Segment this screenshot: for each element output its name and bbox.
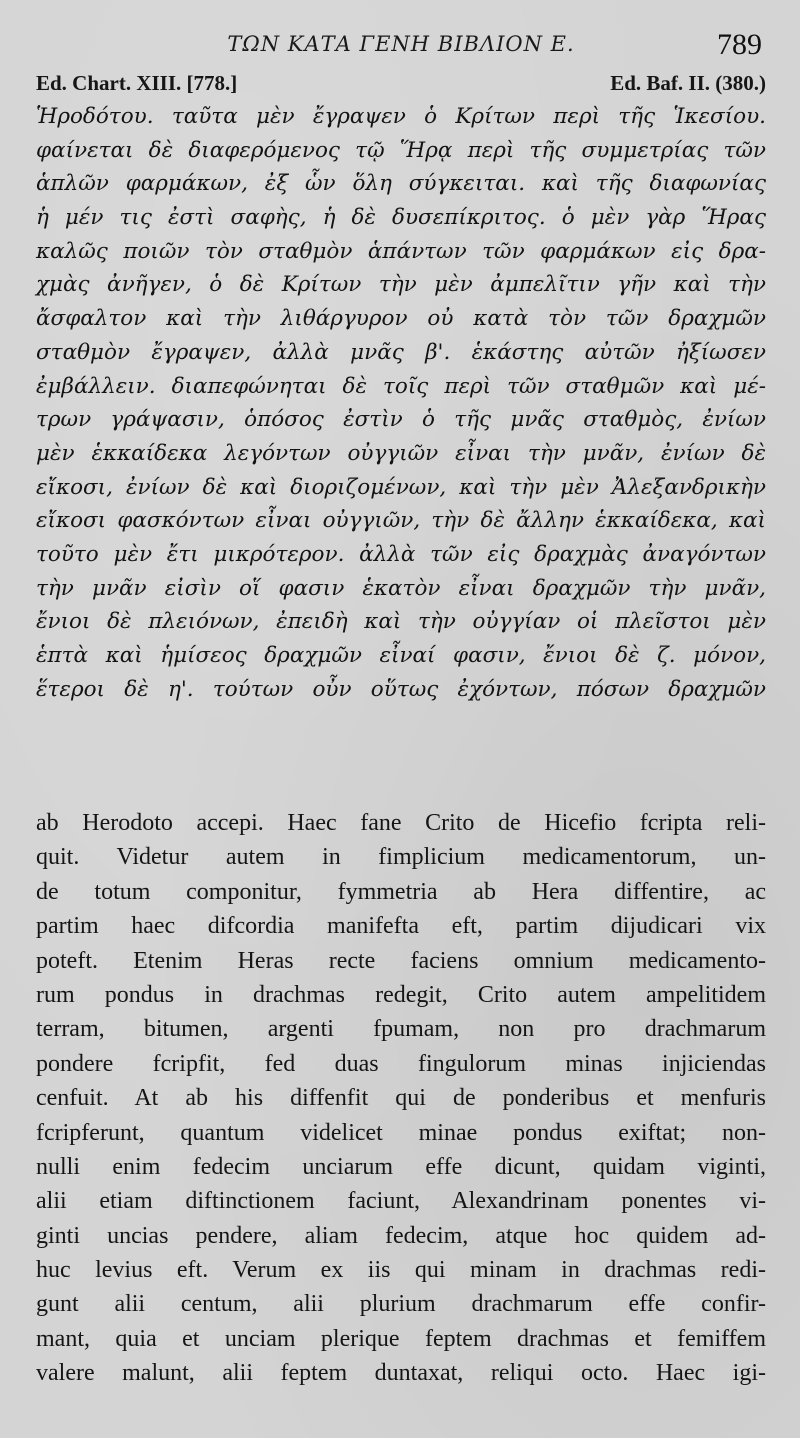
greek-text-line: εἴκοσι φασκόντων εἶναι οὐγγιῶν, τὴν δὲ ἄλλην ἑκκαίδεκα, καὶ [36, 508, 766, 534]
latin-text-line: nulli enim fedecim unciarum effe dicunt, quidam viginti, [36, 1153, 766, 1180]
greek-text-line: ἐμβάλλειν. διαπεφώνηται δὲ τοῖς περὶ τῶν σταθμῶν καὶ μέ- [36, 373, 766, 399]
running-title: ΤΩΝ ΚΑΤΑ ΓΕΝΗ ΒΙΒΛΙΟΝ Ε. [227, 32, 575, 56]
latin-text-line: mant, quia et unciam plerique feptem drachmas et femiffem [36, 1325, 766, 1352]
greek-text-line: καλῶς ποιῶν τὸν σταθμὸν ἁπάντων τῶν φαρμάκων εἰς δρα- [36, 238, 766, 264]
latin-text-line: pondere fcripfit, fed duas fingulorum minas injiciendas [36, 1050, 766, 1077]
greek-text-line: ἔνιοι δὲ πλειόνων, ἐπειδὴ καὶ τὴν οὐγγίαν οἱ πλεῖστοι μὲν [36, 609, 766, 635]
latin-text-line: gunt alii centum, alii plurium drachmarum effe confir- [36, 1291, 766, 1318]
page-number: 789 [717, 28, 762, 61]
running-head [36, 28, 766, 68]
edition-references [36, 68, 766, 98]
greek-text-line: τρων γράψασιν, ὁπόσος ἐστὶν ὁ τῆς μνᾶς σταθμὸς, ἐνίων [36, 407, 766, 433]
greek-text-line: Ἡροδότου. ταῦτα μὲν ἔγραψεν ὁ Κρίτων περὶ τῆς Ἱκεσίου. [36, 104, 766, 129]
greek-text-line: ἡ μέν τις ἐστὶ σαφὴς, ἡ δὲ δυσεπίκριτος. ὁ μὲν γὰρ Ἥρας [36, 205, 766, 231]
greek-text-line: τὴν μνᾶν εἰσὶν οἵ φασιν ἑκατὸν εἶναι δραχμῶν τὴν μνᾶν, [36, 575, 766, 601]
greek-text-line: σταθμὸν ἔγραψεν, ἀλλὰ μνᾶς β'. ἑκάστης αὐτῶν ἠξίωσεν [36, 339, 766, 365]
greek-text-line: εἴκοσι, ἐνίων δὲ καὶ διοριζομένων, καὶ τὴν μὲν Ἀλεξανδρικὴν [36, 474, 766, 500]
greek-text-line: ἕτεροι δὲ η'. τούτων οὖν οὕτως ἐχόντων, πόσων δραχμῶν [36, 676, 766, 702]
latin-text-line: alii etiam diftinctionem faciunt, Alexandrinam ponentes vi- [36, 1188, 766, 1215]
greek-text-line: ἁπλῶν φαρμάκων, ἐξ ὧν ὅλη σύγκειται. καὶ τῆς διαφωνίας [36, 171, 766, 197]
latin-text-line: huc levius eft. Verum ex iis qui minam in drachmas redi- [36, 1257, 766, 1284]
edition-chart-reference: Ed. Chart. XIII. [778.] [36, 71, 238, 95]
greek-text-line: μὲν ἑκκαίδεκα λεγόντων οὐγγιῶν εἶναι τὴν μνᾶν, ἐνίων δὲ [36, 440, 766, 466]
latin-text-line: ab Herodoto accepi. Haec fane Crito de Hicefio fcripta reli- [36, 810, 766, 836]
greek-text-block [36, 100, 766, 706]
edition-basel-reference: Ed. Baf. II. (380.) [610, 71, 766, 95]
greek-text-line: φαίνεται δὲ διαφερόμενος τῷ Ἥρᾳ περὶ τῆς συμμετρίας τῶν [36, 137, 766, 163]
latin-text-line: ginti uncias pendere, aliam fedecim, atque hoc quidem ad- [36, 1222, 766, 1249]
latin-text-line: de totum componitur, fymmetria ab Hera diffentire, ac [36, 878, 766, 905]
greek-text-line: τοῦτο μὲν ἔτι μικρότερον. ἀλλὰ τῶν εἰς δραχμὰς ἀναγόντων [36, 541, 766, 567]
greek-text-line: ἄσφαλτον καὶ τὴν λιθάργυρον οὐ κατὰ τὸν τῶν δραχμῶν [36, 306, 766, 332]
latin-text-line: rum pondus in drachmas redegit, Crito autem ampelitidem [36, 981, 766, 1008]
latin-text-line: poteft. Etenim Heras recte faciens omnium medicamento- [36, 947, 766, 974]
greek-text-line: ἑπτὰ καὶ ἡμίσεος δραχμῶν εἶναί φασιν, ἔνιοι δὲ ζ. μόνον, [36, 643, 766, 668]
latin-text-line: partim haec difcordia manifefta eft, partim dijudicari vix [36, 913, 766, 940]
latin-text-line: terram, bitumen, argenti fpumam, non pro drachmarum [36, 1016, 766, 1043]
latin-text-line: cenfuit. At ab his diffenfit qui de ponderibus et menfuris [36, 1085, 766, 1112]
latin-translation-block [36, 806, 766, 1391]
latin-text-line: valere malunt, alii feptem duntaxat, reliqui octo. Haec igi- [36, 1360, 766, 1387]
greek-text-line: χμὰς ἀνῆγεν, ὁ δὲ Κρίτων τὴν μὲν ἀμπελῖτιν γῆν καὶ τὴν [36, 272, 766, 298]
latin-text-line: fcripferunt, quantum videlicet minae pondus exiftat; non- [36, 1119, 766, 1146]
latin-text-line: quit. Videtur autem in fimplicium medicamentorum, un- [36, 844, 766, 871]
